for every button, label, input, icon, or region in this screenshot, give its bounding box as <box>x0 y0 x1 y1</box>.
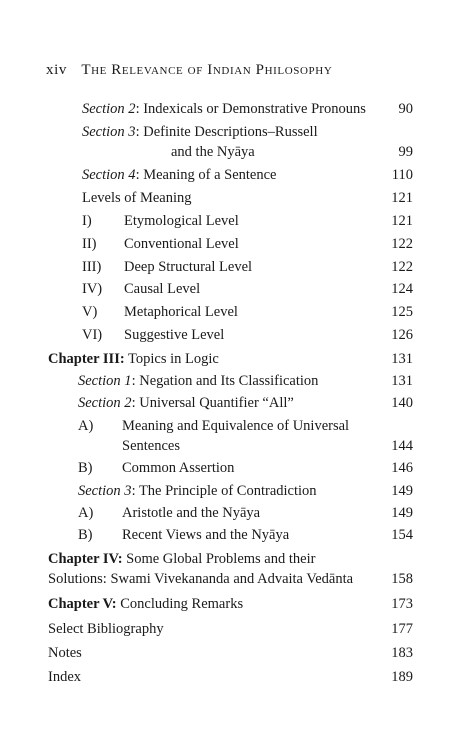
toc-entry-text: : Indexicals or Demonstrative Pronouns <box>135 101 366 117</box>
toc-entry <box>82 101 366 118</box>
toc-entry-prefix: A) <box>78 418 94 434</box>
toc-entry <box>78 483 317 500</box>
toc-page-number: 121 <box>391 190 413 206</box>
header-page-number: xiv <box>46 62 67 78</box>
toc-entry-text: Suggestive Level <box>124 327 225 343</box>
toc-entry-text: Sentences <box>122 438 180 454</box>
toc-entry-text: : Universal Quantifier “All” <box>131 395 294 411</box>
toc-page-number: 144 <box>391 438 413 454</box>
toc-entry-prefix: IV) <box>82 281 103 297</box>
toc-page-number: 154 <box>391 527 413 543</box>
toc-entry-prefix: Section 3 <box>78 483 132 499</box>
toc-entry-prefix: V) <box>82 304 98 320</box>
toc-page-number: 189 <box>391 669 413 685</box>
toc-entry-text: : Meaning of a Sentence <box>135 167 277 183</box>
toc-page-number: 122 <box>391 259 413 275</box>
toc-page-number: 158 <box>391 571 413 587</box>
toc-entry-prefix: Chapter III: <box>48 351 125 367</box>
toc-entry-text: : Definite Descriptions–Russell <box>135 124 318 140</box>
toc-page-number: 124 <box>391 281 413 297</box>
toc-entry-text: Concluding Remarks <box>116 596 244 612</box>
toc-page-number: 177 <box>391 621 413 637</box>
toc-entry-text: Deep Structural Level <box>124 259 253 275</box>
toc-entry-prefix: III) <box>82 259 102 275</box>
toc-entry-prefix: Section 4 <box>82 167 136 183</box>
toc-entry-text: Metaphorical Level <box>124 304 238 320</box>
toc-page-number: 146 <box>391 460 413 476</box>
toc-entry-text: Select Bibliography <box>48 621 164 637</box>
toc-page-number: 121 <box>391 213 413 229</box>
toc-chapter-entry <box>48 351 219 368</box>
toc-page-number: 183 <box>391 645 413 661</box>
toc-entry-text: Some Global Problems and their <box>122 551 316 567</box>
toc-entry-text: Common Assertion <box>122 460 235 476</box>
toc-entry-prefix: Section 3 <box>82 124 136 140</box>
toc-entry-prefix: A) <box>78 505 94 521</box>
toc-page-number: 131 <box>391 351 413 367</box>
toc-entry <box>78 373 318 390</box>
toc-chapter-entry <box>48 596 243 613</box>
toc-entry <box>171 144 255 161</box>
toc-page-number: 149 <box>391 483 413 499</box>
toc-entry <box>82 167 276 184</box>
toc-entry-text: Causal Level <box>124 281 201 297</box>
toc-entry-text: : Negation and Its Classification <box>131 373 319 389</box>
toc-entry-text: Index <box>48 669 82 685</box>
toc-page-number: 140 <box>391 395 413 411</box>
toc-page-number: 90 <box>398 101 413 117</box>
toc-entry-prefix: II) <box>82 236 97 252</box>
toc-entry-text: and the Nyāya <box>171 144 255 160</box>
toc-page-number: 110 <box>391 167 413 183</box>
toc-page-number: 126 <box>391 327 413 343</box>
toc-page-number: 173 <box>391 596 413 612</box>
toc-entry-text: Meaning and Equivalence of Universal <box>122 418 350 434</box>
toc-entry-prefix: B) <box>78 527 93 543</box>
toc-entry <box>78 395 294 412</box>
toc-entry-text: Notes <box>48 645 82 661</box>
toc-entry-text: Levels of Meaning <box>82 190 192 206</box>
toc-entry-text: Aristotle and the Nyāya <box>122 505 261 521</box>
toc-entry-text: Etymological Level <box>124 213 239 229</box>
toc-chapter-entry <box>48 551 315 568</box>
toc-entry-prefix: VI) <box>82 327 103 343</box>
toc-page-number: 149 <box>391 505 413 521</box>
toc-page-number: 131 <box>391 373 413 389</box>
toc-page-number: 99 <box>398 144 413 160</box>
toc-entry <box>82 124 318 141</box>
toc-entry-prefix: Chapter IV: <box>48 551 123 567</box>
toc-entry-prefix: Section 2 <box>82 101 136 117</box>
toc-entry-text: Topics in Logic <box>124 351 219 367</box>
toc-entry-prefix: B) <box>78 460 93 476</box>
toc-entry-text: Solutions: Swami Vivekananda and Advaita Vedānta <box>48 571 354 587</box>
toc-entry-text: : The Principle of Contradiction <box>131 483 317 499</box>
header-title: The Relevance of Indian Philosophy <box>81 62 333 78</box>
toc-entry-text: Conventional Level <box>124 236 239 252</box>
toc-entry-text: Recent Views and the Nyāya <box>122 527 290 543</box>
toc-entry-prefix: I) <box>82 213 92 229</box>
toc-page-number: 125 <box>391 304 413 320</box>
toc-entry-prefix: Section 1 <box>78 373 132 389</box>
toc-entry <box>82 190 192 207</box>
toc-entry-prefix: Chapter V: <box>48 596 117 612</box>
toc-entry-prefix: Section 2 <box>78 395 132 411</box>
toc-page-number: 122 <box>391 236 413 252</box>
